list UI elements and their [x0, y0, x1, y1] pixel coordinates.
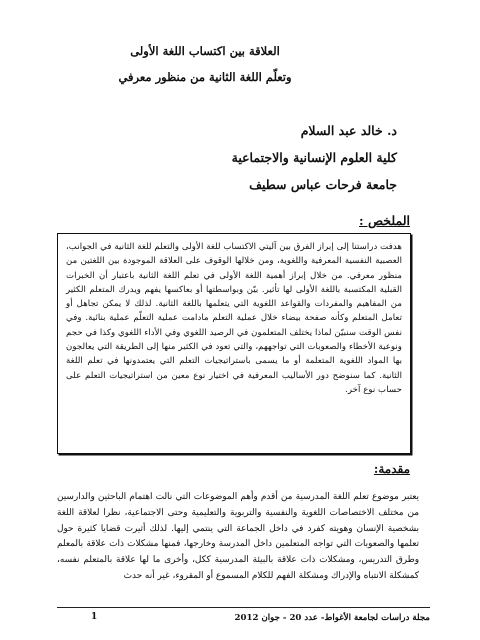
footer-divider: [57, 607, 430, 608]
abstract-heading: الملخص :: [359, 213, 410, 228]
title-line-1: العلاقة بين اكتساب اللغة الأولى: [130, 44, 280, 58]
abstract-text: هدفت دراستنا إلى إبراز الفرق بين آليتي الاكتساب للغة الأولى والتعلم للغة الثانية في الجوانب، العصبية النفسية المعرفية واللغوية، ومن خلالها الوقوف على العلاقة الموجودة بين اللغتين من منظور معرفي. من خلال إبراز أهمية اللغة الأولى في تعلم اللغة الثانية باعتبار أن الخبرات القبلية المكتسبة باللغة الأولى لها تأثير. بيّن وبواسطتها أو بعاكسها يفهم ويدرك المتعلم الكثير من المفاهيم والمفردات والقواعد اللغوية التي يتعلمها باللغة الثانية. لذلك لا يمكن تجاهل أو تعامل المتعلم وكأنه صفحة بيضاء خلال عملية التعلم مادامت عملية التعلّم عملية بنائية. وفي نفس الوقت سنبيّن لماذا يختلف المتعلمون في الرصيد اللغوي وفي الأداء اللغوي وكذا في حجم ونوعية الأخطاء والصعوبات التي تواجههم، والتي تعود في الكثير منها إلى الطريقة التي يعالجون بها المواد اللغوية المتعلمة أو ما يسمى باستراتيجيات التعلم التي يعتمدونها في تعلم اللغة الثانية. كما سنوضح دور الأساليب المعرفية في اختيار نوع معين من استراتيجيات التعلم على حساب نوع آخر.: [66, 242, 402, 395]
footer-journal: مجلة دراسات لجامعة الأغواط- عدد 20 - جوان 2012: [234, 613, 430, 623]
author-university: جامعة فرحات عباس سطيف: [249, 177, 397, 192]
abstract-box: [57, 233, 411, 454]
author-name: د. خالد عبد السلام: [300, 123, 397, 138]
introduction-heading: مقدمة:: [373, 462, 410, 476]
title-line-2: وتعلّم اللغة الثانية من منظور معرفي: [118, 70, 292, 84]
author-faculty: كلية العلوم الإنسانية والاجتماعية: [231, 150, 397, 165]
page-number: 1: [91, 612, 98, 622]
introduction-text: يعتبر موضوع تعلم اللغة المدرسية من أقدم وأهم الموضوعات التي نالت اهتمام الباحثين والدارسين من مختلف الاختصاصات اللغوية والنفسية والتربوية والتعليمية وحتى الاجتماعية، نظرا لعلاقة اللغة بشخصية الإنسان وهويته كفرد في داخل الجماعة التي ينتمي إليها. لذلك أثيرت قضايا كثيرة حول تعلمها والصعوبات التي تواجه المتعلمين داخل المدرسة وخارجها، فمنها مشكلات ذات علاقة بالمعلم وطرق التدريس، ومشكلات ذات علاقة بالبيئة المدرسية ككل، وأخرى ما لها علاقة بالمتعلم نفسه، كمشكلة الانتباه والإدراك ومشكلة الفهم للكلام المسموع أو المقروء، غير أنه حدث: [57, 492, 419, 581]
